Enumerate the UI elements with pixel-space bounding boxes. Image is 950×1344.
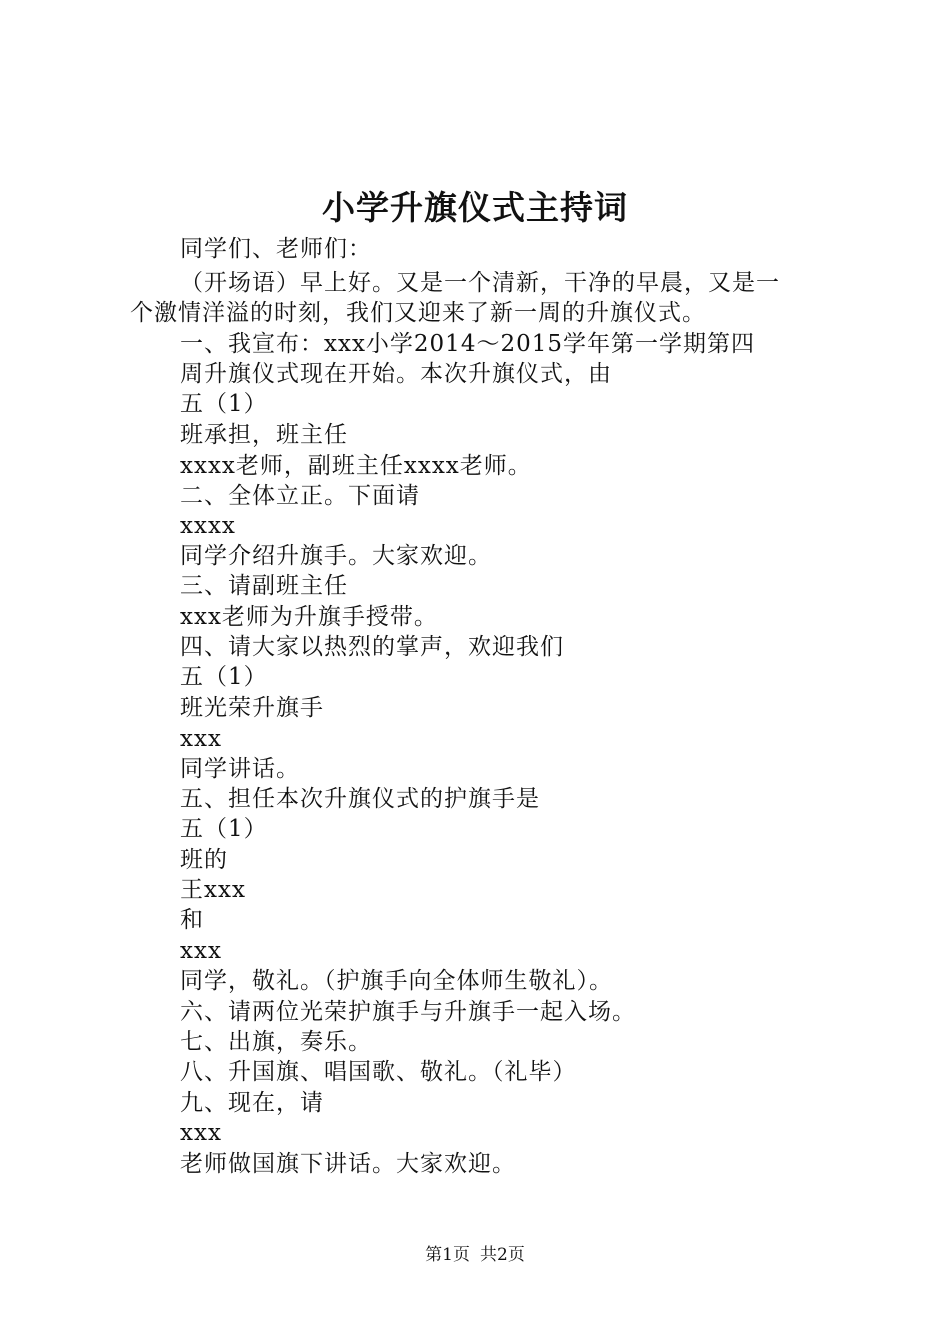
text-line: 老师做国旗下讲话。大家欢迎。	[180, 1151, 516, 1177]
text-line: 五（1）	[180, 391, 268, 417]
text-line: 王xxx	[180, 877, 246, 903]
text-line: 和	[180, 907, 204, 933]
text-line: xxx	[180, 726, 222, 752]
text-line: 同学讲话。	[180, 756, 300, 782]
text-line: xxx	[180, 1120, 222, 1146]
text-line: 七、出旗，奏乐。	[180, 1029, 372, 1055]
text-line: 六、请两位光荣护旗手与升旗手一起入场。	[180, 999, 636, 1025]
text-line: 同学介绍升旗手。大家欢迎。	[180, 543, 492, 569]
text-line: 五、担任本次升旗仪式的护旗手是	[180, 786, 540, 812]
text-line: 五（1）	[180, 816, 268, 842]
text-line: 班光荣升旗手	[180, 695, 324, 721]
page-total: 共2页	[480, 1245, 525, 1265]
text-line: 二、全体立正。下面请	[180, 483, 420, 509]
text-line: 同学们、老师们：	[180, 236, 372, 262]
text-line: 同学，敬礼。（护旗手向全体师生敬礼）。	[180, 968, 613, 994]
page-number: 第1页	[425, 1245, 470, 1265]
document-title: 小学升旗仪式主持词	[322, 188, 628, 227]
text-line: 班的	[180, 847, 228, 873]
text-line: xxx老师为升旗手授带。	[180, 604, 438, 630]
text-line: 班承担，班主任	[180, 422, 348, 448]
text-line: （开场语）早上好。又是一个清新，干净的早晨，又是一	[180, 270, 780, 296]
text-line: 四、请大家以热烈的掌声，欢迎我们	[180, 634, 564, 660]
text-line: 八、升国旗、唱国歌、敬礼。（礼毕）	[180, 1059, 577, 1085]
text-line: 周升旗仪式现在开始。本次升旗仪式，由	[180, 361, 612, 387]
text-line: xxx	[180, 938, 222, 964]
text-line: 三、请副班主任	[180, 573, 348, 599]
text-line: 个激情洋溢的时刻，我们又迎来了新一周的升旗仪式。	[130, 300, 706, 326]
text-line: 一、我宣布：xxx小学2014～2015学年第一学期第四	[180, 331, 755, 357]
text-line: xxxx	[180, 513, 236, 539]
text-line: 五（1）	[180, 664, 268, 690]
text-line: 九、现在，请	[180, 1090, 324, 1116]
page-footer	[0, 1244, 950, 1266]
text-line: xxxx老师，副班主任xxxx老师。	[180, 453, 532, 479]
